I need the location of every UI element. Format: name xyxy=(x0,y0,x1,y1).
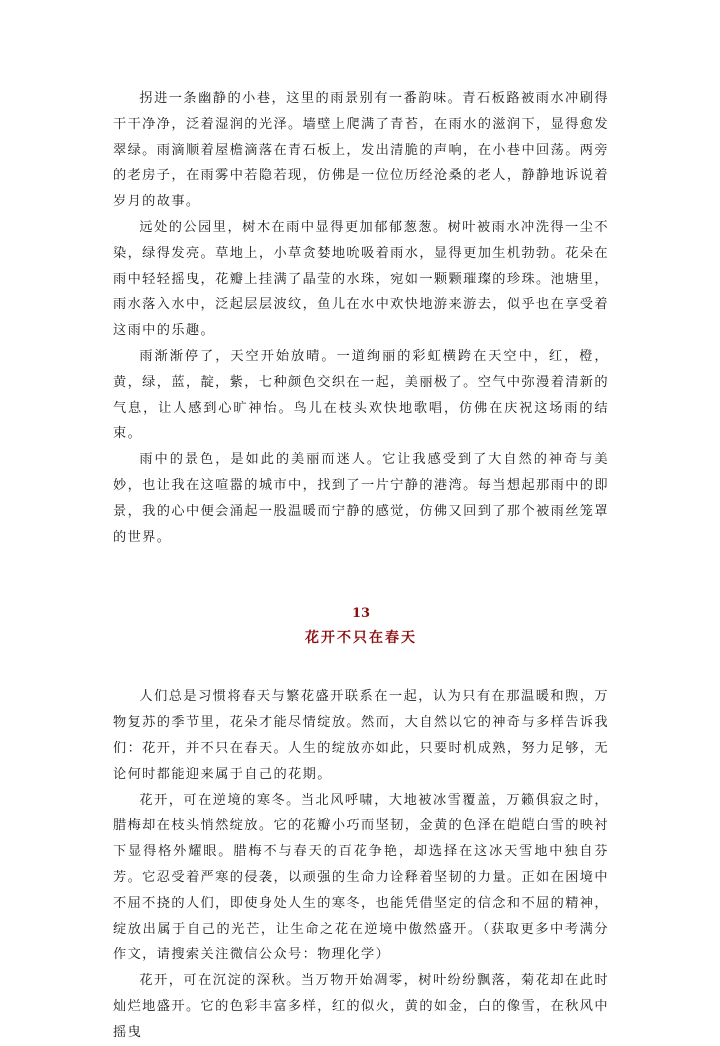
paragraph: 远处的公园里，树木在雨中显得更加郁郁葱葱。树叶被雨水冲洗得一尘不染，绿得发亮。草地上，小草贪婪地吮吸着雨水，显得更加生机勃勃。花朵在雨中轻轻摇曳，花瓣上挂满了晶莹的水珠，宛如一颗颗璀璨的珍珠。池塘里，雨水落入水中，泛起层层波纹，鱼儿在水中欢快地游来游去，似乎也在享受着这雨中的乐趣。 xyxy=(113,219,609,339)
paragraph: 人们总是习惯将春天与繁花盛开联系在一起，认为只有在那温暖和煦，万物复苏的季节里，花朵才能尽情绽放。然而，大自然以它的神奇与多样告诉我们：花开，并不只在春天。人生的绽放亦如此，只要时机成熟，努力足够，无论何时都能迎来属于自己的花期。 xyxy=(113,689,609,782)
essay-number: 13 xyxy=(351,606,371,622)
paragraph: 雨渐渐停了，天空开始放晴。一道绚丽的彩虹横跨在天空中，红，橙，黄，绿，蓝，靛，紫，七种颜色交织在一起，美丽极了。空气中弥漫着清新的气息，让人感到心旷神怡。鸟儿在枝头欢快地歌唱，仿佛在庆祝这场雨的结束。 xyxy=(113,348,609,442)
paragraph: 花开，可在沉淀的深秋。当万物开始凋零，树叶纷纷飘落，菊花却在此时灿烂地盛开。它的色彩丰富多样，红的似火，黄的如金，白的像雪，在秋风中摇曳 xyxy=(113,973,609,1040)
paragraph: 雨中的景色，是如此的美丽而迷人。它让我感受到了大自然的神奇与美妙，也让我在这喧嚣的城市中，找到了一片宁静的港湾。每当想起那雨中的即景，我的心中便会涌起一股温暖而宁静的感觉，仿佛又回到了那个被雨丝笼罩的世界。 xyxy=(113,452,609,545)
document-page xyxy=(113,86,609,1046)
essay-title: 花开不只在春天 xyxy=(305,630,417,647)
essay-heading xyxy=(113,602,609,650)
paragraph: 花开，可在逆境的寒冬。当北风呼啸，大地被冰雪覆盖，万籁俱寂之时，腊梅却在枝头悄然绽放。它的花瓣小巧而坚韧，金黄的色泽在皑皑白雪的映衬下显得格外耀眼。腊梅不与春天的百花争艳，却选择在这冰天雪地中独自芬芳。它忍受着严寒的侵袭，以顽强的生命力诠释着坚韧的力量。正如在困境中不屈不挠的人们，即使身处人生的寒冬，也能凭借坚定的信念和不屈的精神，绽放出属于自己的光芒，让生命之花在逆境中傲然盛开。（获取更多中考满分作文，请搜索关注微信公众号：物理化学） xyxy=(113,792,609,963)
paragraph: 拐进一条幽静的小巷，这里的雨景别有一番韵味。青石板路被雨水冲刷得干干净净，泛着湿润的光泽。墙壁上爬满了青苔，在雨水的滋润下，显得愈发翠绿。雨滴顺着屋檐滴落在青石板上，发出清脆的声响，在小巷中回荡。两旁的老房子，在雨雾中若隐若现，仿佛是一位位历经沧桑的老人，静静地诉说着岁月的故事。 xyxy=(113,91,609,210)
